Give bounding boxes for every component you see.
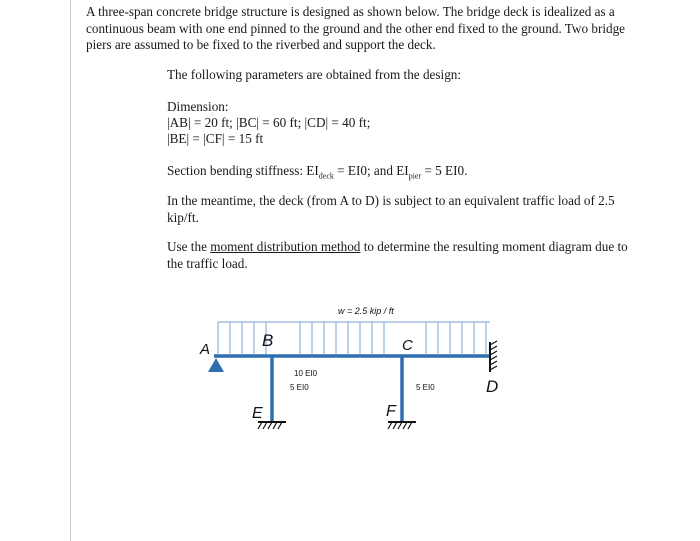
method-suffix: to determine the resulting moment diagram due to the traffic load. [167,239,628,271]
pier-right-stiffness-label: 5 EI0 [416,383,435,392]
distributed-load [218,322,490,354]
load-paragraph: In the meantime, the deck (from A to D) is subject to an equivalent traffic load of 2.5 kip/ft. [167,193,615,225]
dimension-line-2: |BE| = |CF| = 15 ft [167,131,264,146]
stiffness-deck-sub: deck [318,171,334,181]
fixed-support-e-icon [258,422,286,429]
node-e-label: E [252,405,263,422]
parameters-heading: The following parameters are obtained from the design: [167,67,462,82]
fixed-wall-d-icon [490,341,497,372]
intro-paragraph: A three-span concrete bridge structure is designed as shown below. The bridge deck is idealized as a continuous beam with one end pinned to the ground and the other end fixed to the ground. Two bridge piers are assumed to be fixed to the riverbed and support the deck. [86,4,626,52]
bridge-diagram [190,292,520,442]
node-f-label: F [386,403,396,420]
fixed-support-f-icon [388,422,416,429]
method-prefix: Use the [167,239,211,254]
stiffness-line [167,163,637,185]
page-left-border [70,0,71,541]
pier-left-stiffness-label: 5 EI0 [290,383,309,392]
bridge-diagram-svg [190,292,520,442]
deck-stiffness-label: 10 EI0 [294,369,318,378]
stiffness-suffix: = 5 EI0. [421,163,468,178]
stiffness-pier-sub: pier [408,171,422,181]
dimension-line-1: |AB| = 20 ft; |BC| = 60 ft; |CD| = 40 ft; [167,115,371,130]
node-c-label: C [402,337,413,354]
stiffness-mid: = EI0; and EI [333,163,409,178]
method-paragraph [167,239,637,272]
node-d-label: D [486,377,499,396]
dimension-heading: Dimension: [167,99,229,114]
method-link[interactable]: moment distribution method [210,239,361,254]
node-b-label: B [262,331,274,350]
stiffness-prefix: Section bending stiffness: EI [167,163,319,178]
pin-support-icon [208,358,224,372]
node-a-label: A [200,341,211,358]
load-label: w = 2.5 kip / ft [338,306,394,316]
